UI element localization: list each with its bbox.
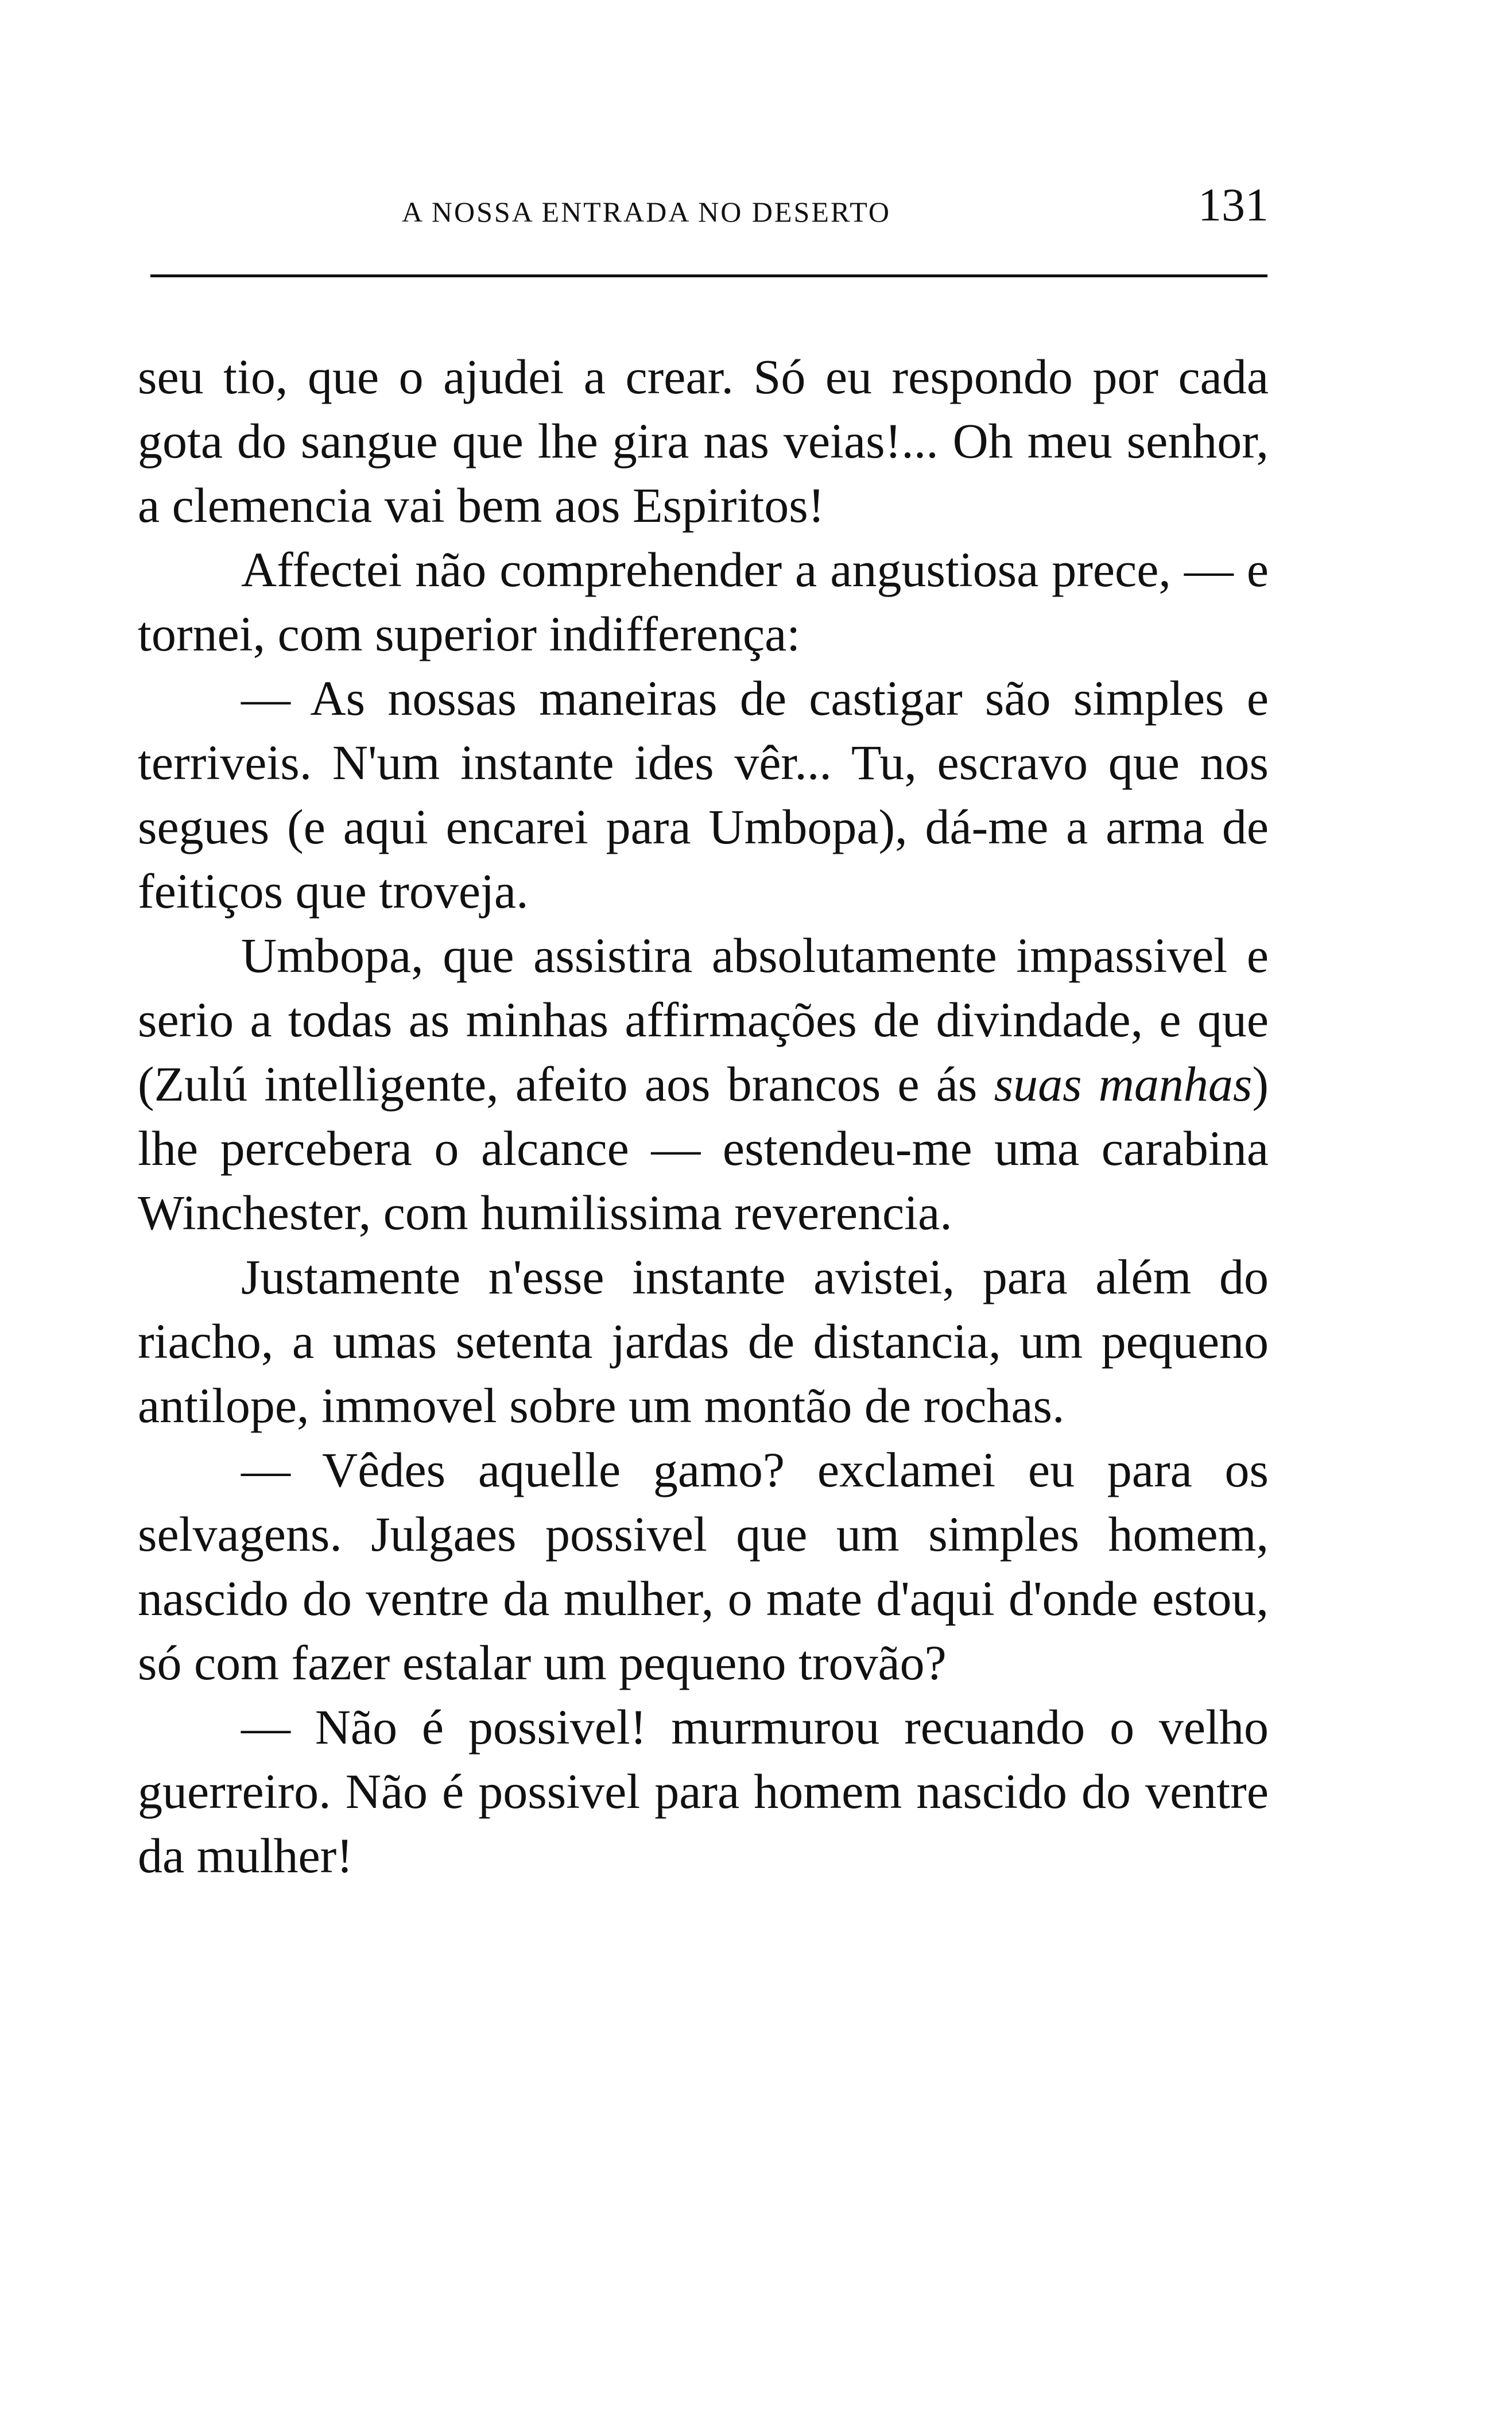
paragraph-1: seu tio, que o ajudei a crear. Só eu respondo por cada gota do sangue que lhe gira nas veias!... Oh meu senhor, a clemencia vai bem aos Espiritos! <box>138 349 1269 533</box>
running-title: A NOSSA ENTRADA NO DESERTO <box>402 196 891 228</box>
paragraph-4 <box>138 923 1269 1245</box>
running-head <box>144 172 1269 241</box>
paragraph-5: Justamente n'esse instante avistei, para além do riacho, a umas setenta jardas de distancia, um pequeno antilope, immovel sobre um montão de rochas. <box>138 1249 1269 1433</box>
paragraph-4-part-1: Umbopa, que assistira absolutamente impassivel e serio a todas as minhas affirmações de divindade, e que (Zulú intelligente, afeito aos brancos e ás <box>138 928 1269 1112</box>
paragraph-7: — Não é possivel! murmurou recuando o velho guerreiro. Não é possivel para homem nascido do ventre da mulher! <box>138 1699 1269 1883</box>
paragraph-6: — Vêdes aquelle gamo? exclamei eu para os selvagens. Julgaes possivel que um simples homem, nascido do ventre da mulher, o mate d'aqui d'onde estou, só com fazer estalar um pequeno trovão? <box>138 1442 1269 1690</box>
paragraph-3: — As nossas maneiras de castigar são simples e terriveis. N'um instante ides vêr... Tu, escravo que nos segues (e aqui encarei para Umbopa), dá-me a arma de feitiços que troveja. <box>138 671 1269 919</box>
paragraph-4-italic: suas manhas <box>994 1056 1253 1112</box>
body-text <box>138 344 1269 1888</box>
paragraph-4-part-2: ) lhe percebera o alcance — estendeu-me uma carabina Winchester, com humilissima reverencia. <box>138 1056 1269 1240</box>
page-number: 131 <box>1198 179 1269 231</box>
header-rule <box>150 274 1267 277</box>
paragraph-2: Affectei não comprehender a angustiosa prece, — e tornei, com superior indifferença: <box>138 542 1269 661</box>
